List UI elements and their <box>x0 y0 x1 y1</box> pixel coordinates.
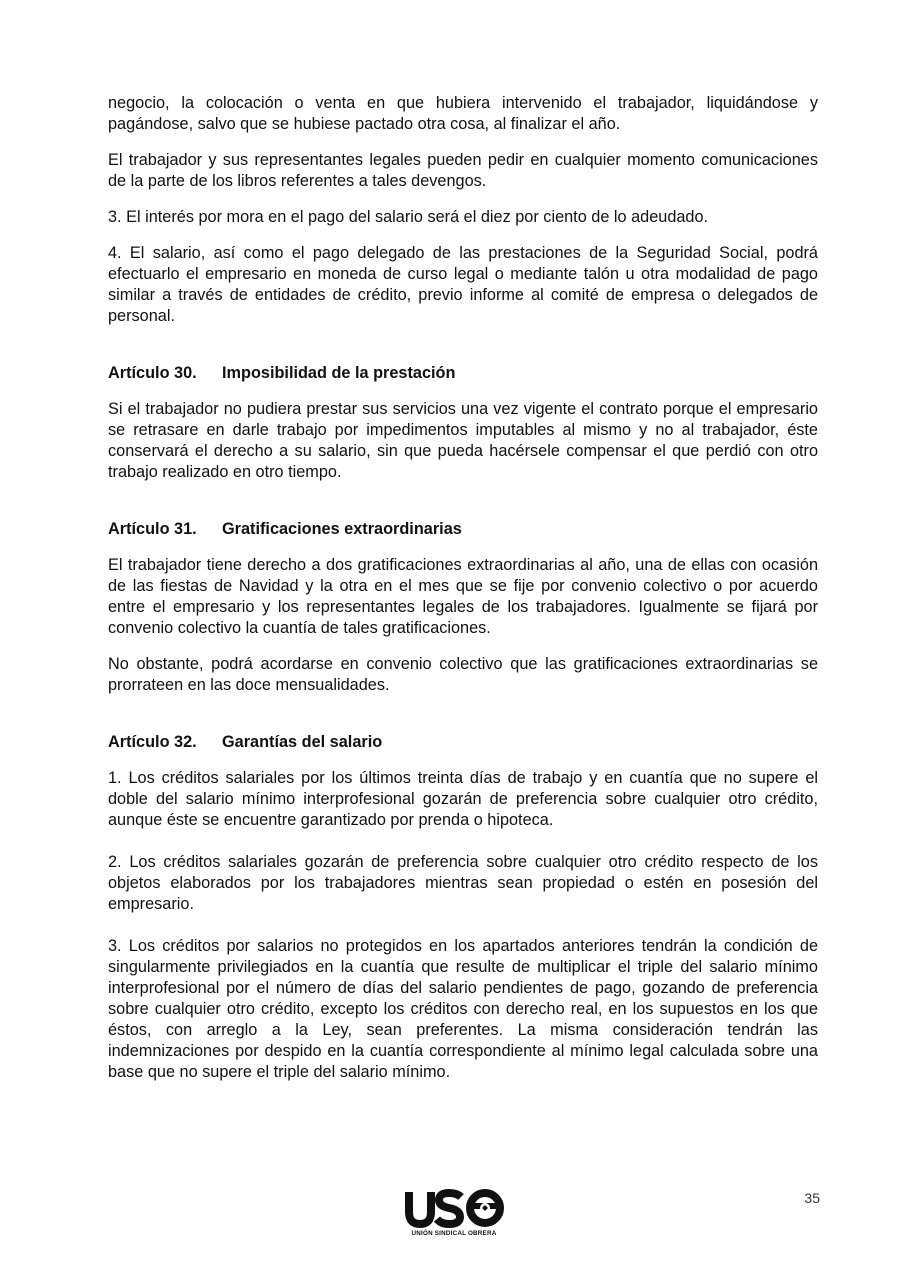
article-title: Gratificaciones extraordinarias <box>222 520 462 538</box>
logo-letter-s <box>437 1193 461 1224</box>
paragraph: El trabajador y sus representantes legales pueden pedir en cualquier momento comunicaciones de la parte de los libros referentes a tales devengos. <box>108 151 818 190</box>
document-page <box>108 93 818 1083</box>
article-heading-30 <box>108 363 818 384</box>
logo-subtitle: UNIÓN SINDICAL OBRERA <box>411 1230 497 1237</box>
paragraph: 4. El salario, así como el pago delegado de las prestaciones de la Seguridad Social, podrá efectuarlo el empresario en moneda de curso legal o mediante talón u otra modalidad de pago similar a través de entidades de crédito, previo informe al comité de empresa o delegados de personal. <box>108 244 818 325</box>
paragraph: 3. El interés por mora en el pago del salario será el diez por ciento de lo adeudado. <box>108 208 709 226</box>
article-heading-32 <box>108 732 818 753</box>
article-number: Artículo 31. <box>108 520 197 538</box>
article-heading-31 <box>108 519 818 540</box>
paragraph: negocio, la colocación o venta en que hubiera intervenido el trabajador, liquidándose y pagándose, salvo que se hubiese pactado otra cosa, al finalizar el año. <box>108 94 818 133</box>
article-number: Artículo 30. <box>108 364 197 382</box>
article-title: Garantías del salario <box>222 733 383 751</box>
page-number: 35 <box>804 1190 820 1206</box>
paragraph: 1. Los créditos salariales por los últimos treinta días de trabajo y en cuantía que no supere el doble del salario mínimo interprofesional gozarán de preferencia sobre cualquier otro crédito, aunque éste se encuentre garantizado por prenda o hipoteca. <box>108 769 818 829</box>
article-number: Artículo 32. <box>108 733 197 751</box>
paragraph: Si el trabajador no pudiera prestar sus servicios una vez vigente el contrato porque el empresario se retrasare en darle trabajo por impedimentos imputables al mismo y no al trabajador, éste conservará el derecho a su salario, sin que pueda hacérsele compensar el que perdió con otro trabajo realizado en otro tiempo. <box>108 400 818 481</box>
paragraph: No obstante, podrá acordarse en convenio colectivo que las gratificaciones extraordinarias se prorrateen en las doce mensualidades. <box>108 655 818 694</box>
paragraph: 2. Los créditos salariales gozarán de preferencia sobre cualquier otro crédito respecto de los objetos elaborados por los trabajadores mientras sean propiedad o estén en posesión del empresario. <box>108 853 818 913</box>
logo-letter-u <box>409 1192 431 1224</box>
paragraph: El trabajador tiene derecho a dos gratificaciones extraordinarias al año, una de ellas con ocasión de las fiestas de Navidad y la otra en el mes que se fije por convenio colectivo o por acuerdo entre el empresario y los representantes legales de los trabajadores. Igualmente se fijará por convenio colectivo la cuantía de tales gratificaciones. <box>108 556 818 637</box>
paragraph: 3. Los créditos por salarios no protegidos en los apartados anteriores tendrán la condición de singularmente privilegiados en la cuantía que resulte de multiplicar el triple del salario mínimo interprofesional por el número de días del salario pendientes de pago, gozando de preferencia sobre cualquier otro crédito, excepto los créditos con derecho real, en los supuestos en los que éstos, con arreglo a la Ley, sean preferentes. La misma consideración tendrán las indemnizaciones por despido en la cuantía correspondiente al mínimo legal calculada sobre una base que no supere el triple del salario mínimo. <box>108 937 818 1081</box>
article-title: Imposibilidad de la prestación <box>222 364 456 382</box>
